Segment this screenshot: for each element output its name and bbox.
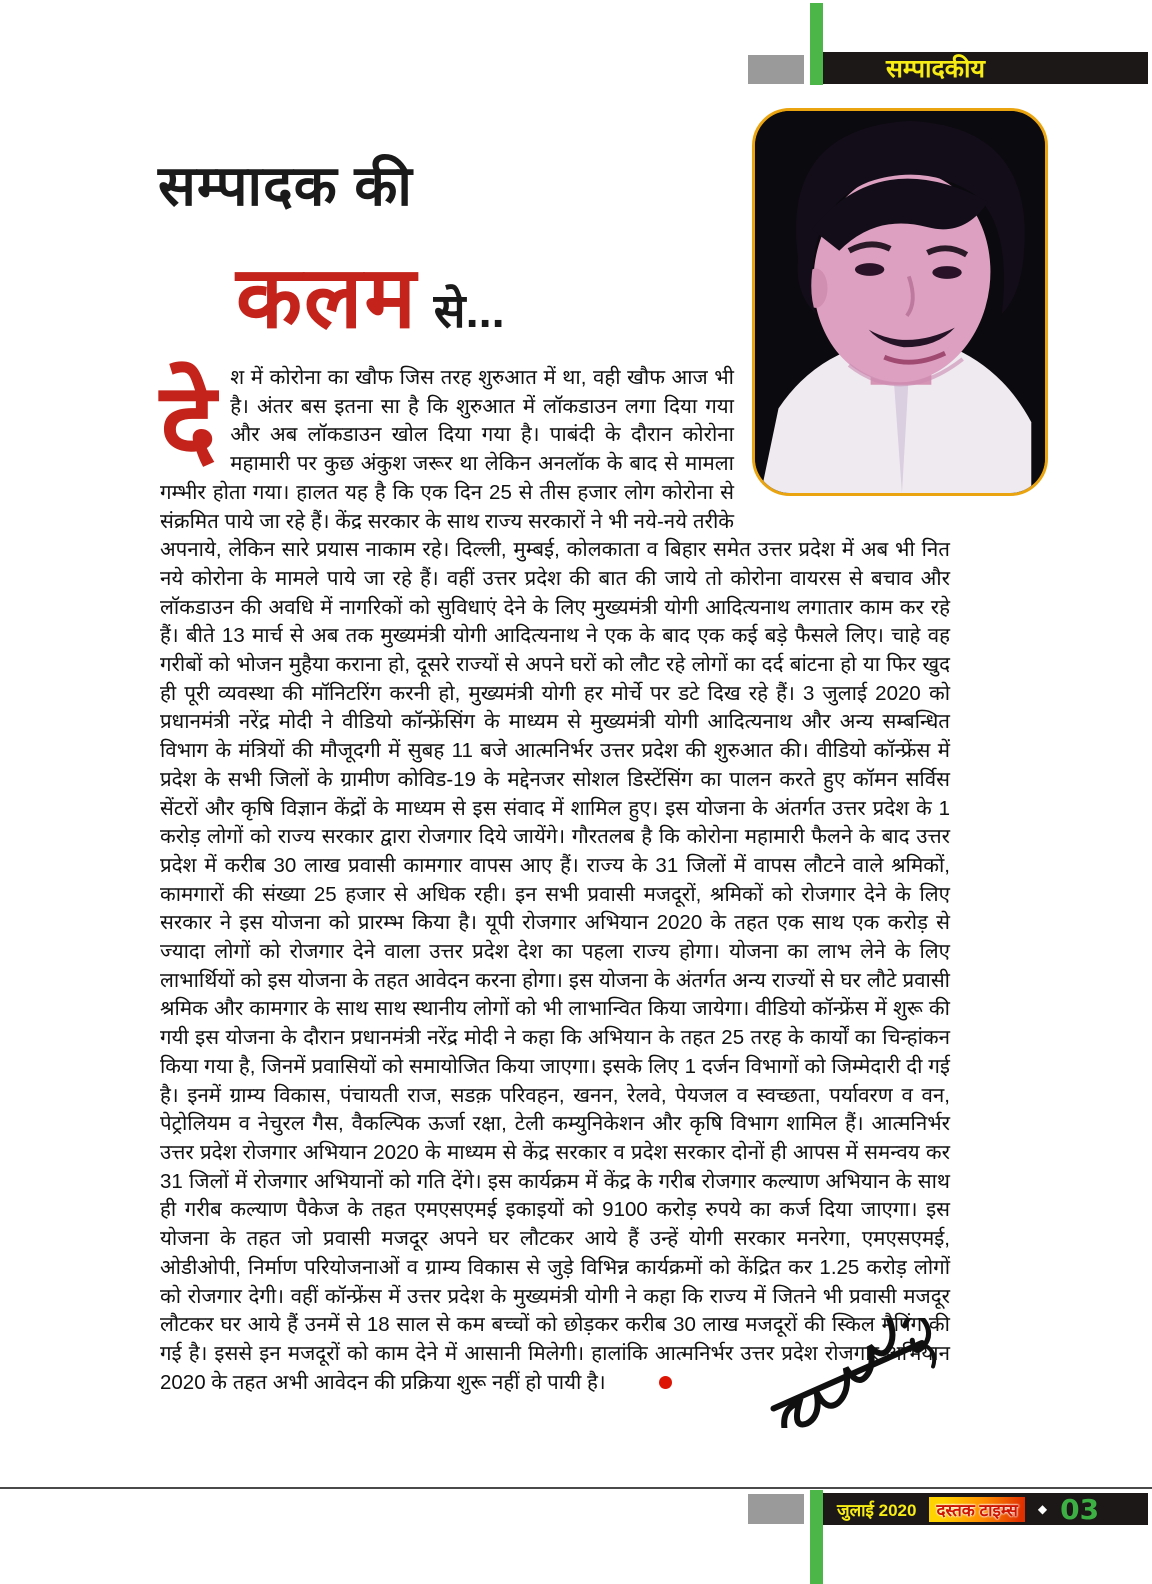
signature-scribble [752, 1318, 952, 1428]
header-grey-block [748, 55, 804, 84]
footer-grey-block [748, 1494, 804, 1524]
diamond-icon: ◆ [1037, 1502, 1048, 1516]
page-title-kalam: कलम [236, 250, 418, 346]
page-title-line2 [236, 236, 505, 353]
footer-rule [0, 1487, 1152, 1489]
article-body-text: श में कोरोना का खौफ जिस तरह शुरुआत में था, वही खौफ आज भी है। अंतर बस इतना सा है कि शुरुआत में लॉकडाउन लगा दिया गया और अब लॉकडाउन खोल दिया गया है। पाबंदी के दौरान कोरोना महामारी पर कुछ अंकुश जरूर था लेकिन अनलॉक के बाद से मामला गम्भीर होता गया। हालत यह है कि एक दिन 25 से तीस हजार लोग कोरोना से संक्रमित पाये जा रहे हैं। केंद्र सरकार के साथ राज्य सरकारों ने भी नये-नये तरीके अपनाये, लेकिन सारे प्रयास नाकाम रहे। दिल्ली, मुम्बई, कोलकाता व बिहार समेत उत्तर प्रदेश में अब भी नित नये कोरोना के मामले पाये जा रहे हैं। वहीं उत्तर प्रदेश की बात की जाये तो कोरोना वायरस से बचाव और लॉकडाउन की अवधि में नागरिकों को सुविधाएं देने के लिए मुख्यमंत्री योगी आदित्यनाथ लगातार काम कर रहे हैं। बीते 13 मार्च से अब तक मुख्यमंत्री योगी आदित्यनाथ ने एक के बाद एक कई बड़े फैसले लिए। चाहे वह गरीबों को भोजन मुहैया कराना हो, दूसरे राज्यों से अपने घरों को लौट रहे लोगों का दर्द बांटना हो या फिर खुद ही पूरी व्यवस्था की मॉनिटरिंग करनी हो, मुख्यमंत्री योगी हर मोर्चे पर डटे दिख रहे हैं। 3 जुलाई 2020 को प्रधानमंत्री नरेंद्र मोदी ने वीडियो कॉन्फ्रेंसिंग के माध्यम से मुख्यमंत्री योगी आदित्यनाथ और अन्य सम्बन्धित विभाग के मंत्रियों की मौजूदगी में सुबह 11 बजे आत्मनिर्भर उत्तर प्रदेश की शुरुआत की। वीडियो कॉन्फ्रेंस में प्रदेश के सभी जिलों के ग्रामीण कोविड-19 के मद्देनजर सोशल डिस्टेंसिंग का पालन करते हुए कॉमन सर्विस सेंटरों और कृषि विज्ञान केंद्रों के माध्यम से इस संवाद में शामिल हुए। इस योजना के अंतर्गत उत्तर प्रदेश के 1 करोड़ लोगों को राज्य सरकार द्वारा रोजगार दिये जायेंगे। गौरतलब है कि कोरोना महामारी फैलने के बाद उत्तर प्रदेश में करीब 30 लाख प्रवासी कामगार वापस आए हैं। राज्य के 31 जिलों में वापस लौटने वाले श्रमिकों, कामगारों की संख्या 25 हजार से अधिक रही। इन सभी प्रवासी मजदूरों, श्रमिकों को रोजगार देने के लिए सरकार ने इस योजना को प्रारम्भ किया है। यूपी रोजगार अभियान 2020 के तहत एक साथ एक करोड़ से ज्यादा लोगों को रोजगार देने वाला उत्तर प्रदेश देश का पहला राज्य होगा। योजना का लाभ लेने के लिए लाभार्थियों को इस योजना के तहत आवेदन करना होगा। इस योजना के अंतर्गत अन्य राज्यों से घर लौटे प्रवासी श्रमिक और कामगार के साथ साथ स्थानीय लोगों को भी लाभान्वित किया जायेगा। वीडियो कॉन्फ्रेंस में शुरू की गयी इस योजना के दौरान प्रधानमंत्री नरेंद्र मोदी ने कहा कि अभियान के तहत 25 तरह के कार्यों का चिन्हांकन किया गया है, जिनमें प्रवासियों को समायोजित किया जाएगा। इसके लिए 1 दर्जन विभागों को जिम्मेदारी दी गई है। इनमें ग्राम्य विकास, पंचायती राज, सडक़ परिवहन, खनन, रेलवे, पेयजल व स्वच्छता, पर्यावरण व वन, पेट्रोलियम व नेचुरल गैस, वैकल्पिक ऊर्जा रक्षा, टेली कम्युनिकेशन और कृषि विभाग शामिल हैं। आत्मनिर्भर उत्तर प्रदेश रोजगार अभियान 2020 के माध्यम से केंद्र सरकार व प्रदेश सरकार दोनों ही आपस में समन्वय कर 31 जिलों में रोजगार अभियानों को गति देंगे। इस कार्यक्रम में केंद्र के गरीब रोजगार कल्याण अभियान के साथ ही गरीब कल्याण पैकेज के तहत एमएसएमई इकाइयों को 9100 करोड़ रुपये का कर्ज दिया जाएगा। इस योजना के तहत जो प्रवासी मजदूर अपने घर लौटकर आये हैं उन्हें योगी सरकार मनरेगा, एमएसएमई, ओडीओपी, निर्माण परियोजनाओं व ग्राम्य विकास से जुड़े विभिन्न कार्यक्रमों को केंद्रित कर 1.25 करोड़ लोगों को रोजगार देगी। वहीं कॉन्फ्रेंस में उत्तर प्रदेश के मुख्यमंत्री योगी ने कहा कि राज्य में जितने भी प्रवासी मजदूर लौटकर घर आये हैं उनमें से 18 साल से कम बच्चों को छोड़कर करीब 30 लाख मजदूरों की स्किल मैपिंग की गई है। इससे इन मजदूरों को काम देने में आसानी मिलेगी। हालांकि आत्मनिर्भर उत्तर प्रदेश रोजगार अभियान 2020 के तहत अभी आवेदन की प्रक्रिया शुरू नहीं हो पायी है। [160, 366, 950, 1394]
footer-issue-month: जुलाई 2020 [837, 1500, 917, 1520]
photo-text-wrap-spacer [734, 364, 950, 516]
magazine-logo: दस्तक टाइम्स [929, 1497, 1024, 1522]
page-title-suffix: से... [433, 284, 505, 337]
section-header-label: सम्पादकीय [885, 55, 985, 83]
footer-green-bar [810, 1490, 823, 1584]
dropcap-letter: दे [160, 363, 217, 481]
page-title-line1: सम्पादक की [158, 154, 413, 217]
editor-signature [752, 1318, 952, 1428]
section-header-bar [823, 52, 1148, 84]
header-green-bar [810, 3, 823, 85]
end-of-article-dot [659, 1376, 672, 1389]
footer-bar [823, 1493, 1148, 1525]
editorial-article [160, 364, 950, 1397]
page-number: 03 [1060, 1492, 1100, 1526]
